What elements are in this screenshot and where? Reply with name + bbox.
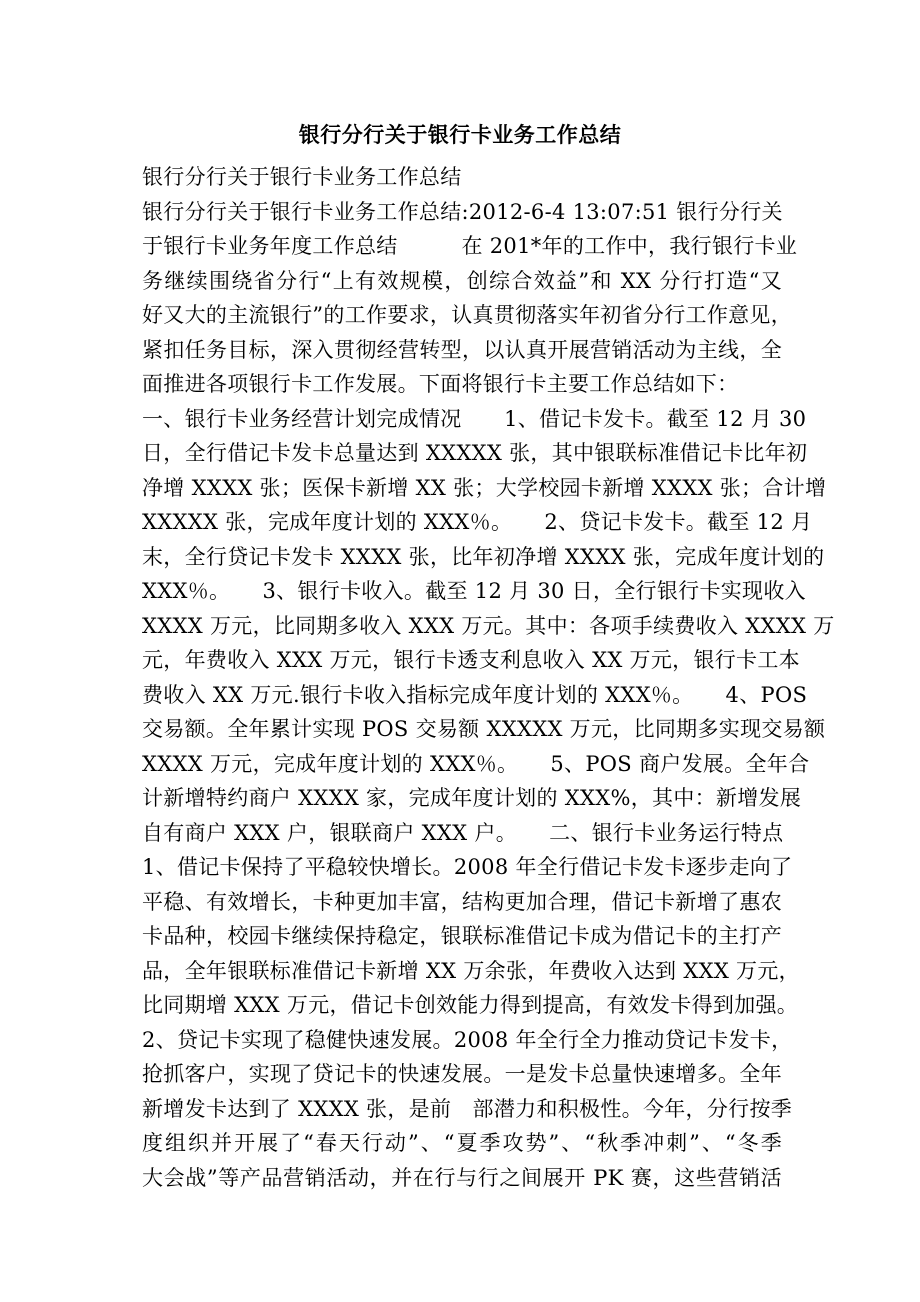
- body-line: XXX％。 3、银行卡收入。截至 12 月 30 日，全行银行卡实现收入: [142, 579, 806, 603]
- document-body: [142, 160, 835, 1195]
- body-line: 新增发卡达到了 XXXX 张，是前 部潜力和积极性。今年，分行按季: [142, 1096, 793, 1121]
- body-line: 面推进各项银行卡工作发展。下面将银行卡主要工作总结如下：: [142, 372, 739, 396]
- body-line: 好又大的主流银行”的工作要求，认真贯彻落实年初省分行工作意见，: [142, 303, 793, 327]
- body-line: 比同期增 XXX 万元，借记卡创效能力得到提高，有效发卡得到加强。: [142, 993, 799, 1017]
- body-line: 度组织并开展了“春天行动”、“夏季攻势”、“秋季冲刺”、“冬季: [142, 1131, 782, 1155]
- body-line: 银行分行关于银行卡业务工作总结: [142, 165, 462, 189]
- body-line: XXXX 万元，完成年度计划的 XXX％。 5、POS 商户发展。全年合: [142, 751, 810, 776]
- body-line: 交易额。全年累计实现 POS 交易额 XXXXX 万元，比同期多实现交易额: [142, 717, 826, 741]
- body-line: 2、贷记卡实现了稳健快速发展。2008 年全行全力推动贷记卡发卡，: [142, 1027, 793, 1052]
- body-line: XXXX 万元，比同期多收入 XXX 万元。其中：各项手续费收入 XXXX 万: [142, 613, 835, 638]
- body-line: 一、银行卡业务经营计划完成情况 1、借记卡发卡。截至 12 月 30: [142, 406, 807, 431]
- body-line: 品，全年银联标准借记卡新增 XX 万余张，年费收入达到 XXX 万元，: [142, 958, 800, 983]
- body-line: 1、借记卡保持了平稳较快增长。2008 年全行借记卡发卡逐步走向了: [142, 855, 793, 879]
- body-line: 银行分行关于银行卡业务工作总结:2012-6-4 13:07:51 银行分行关: [142, 199, 783, 224]
- body-line: 卡品种，校园卡继续保持稳定，银联标准借记卡成为借记卡的主打产: [142, 924, 782, 948]
- body-line: 末，全行贷记卡发卡 XXXX 张，比年初净增 XXXX 张，完成年度计划的: [142, 544, 825, 569]
- body-line: 务继续围绕省分行“上有效规模，创综合效益”和 XX 分行打造“又: [142, 268, 782, 293]
- document-title: 银行分行关于银行卡业务工作总结: [298, 123, 622, 147]
- body-line: 平稳、有效增长，卡种更加丰富，结构更加合理，借记卡新增了惠农: [142, 889, 782, 914]
- body-line: 元，年费收入 XXX 万元，银行卡透支利息收入 XX 万元，银行卡工本: [142, 648, 800, 672]
- body-line: 抢抓客户，实现了贷记卡的快速发展。一是发卡总量快速增多。全年: [142, 1062, 782, 1086]
- body-line: 紧扣任务目标，深入贯彻经营转型，以认真开展营销活动为主线，全: [142, 337, 782, 362]
- body-line: XXXXX 张，完成年度计划的 XXX％。 2、贷记卡发卡。截至 12 月: [142, 510, 813, 534]
- body-line: 费收入 XX 万元.银行卡收入指标完成年度计划的 XXX％。 4、POS: [142, 682, 808, 707]
- body-line: 大会战”等产品营销活动，并在行与行之间展开 PK 赛，这些营销活: [142, 1165, 782, 1190]
- body-line: 日，全行借记卡发卡总量达到 XXXXX 张，其中银联标准借记卡比年初: [142, 441, 808, 465]
- body-line: 于银行卡业务年度工作总结 在 201*年的工作中，我行银行卡业: [142, 234, 798, 258]
- body-line: 计新增特约商户 XXXX 家，完成年度计划的 XXX%，其中：新增发展: [142, 786, 802, 810]
- body-line: 自有商户 XXX 户，银联商户 XXX 户。 二、银行卡业务运行特点: [142, 820, 784, 845]
- body-line: 净增 XXXX 张；医保卡新增 XX 张；大学校园卡新增 XXXX 张；合计增: [142, 475, 827, 500]
